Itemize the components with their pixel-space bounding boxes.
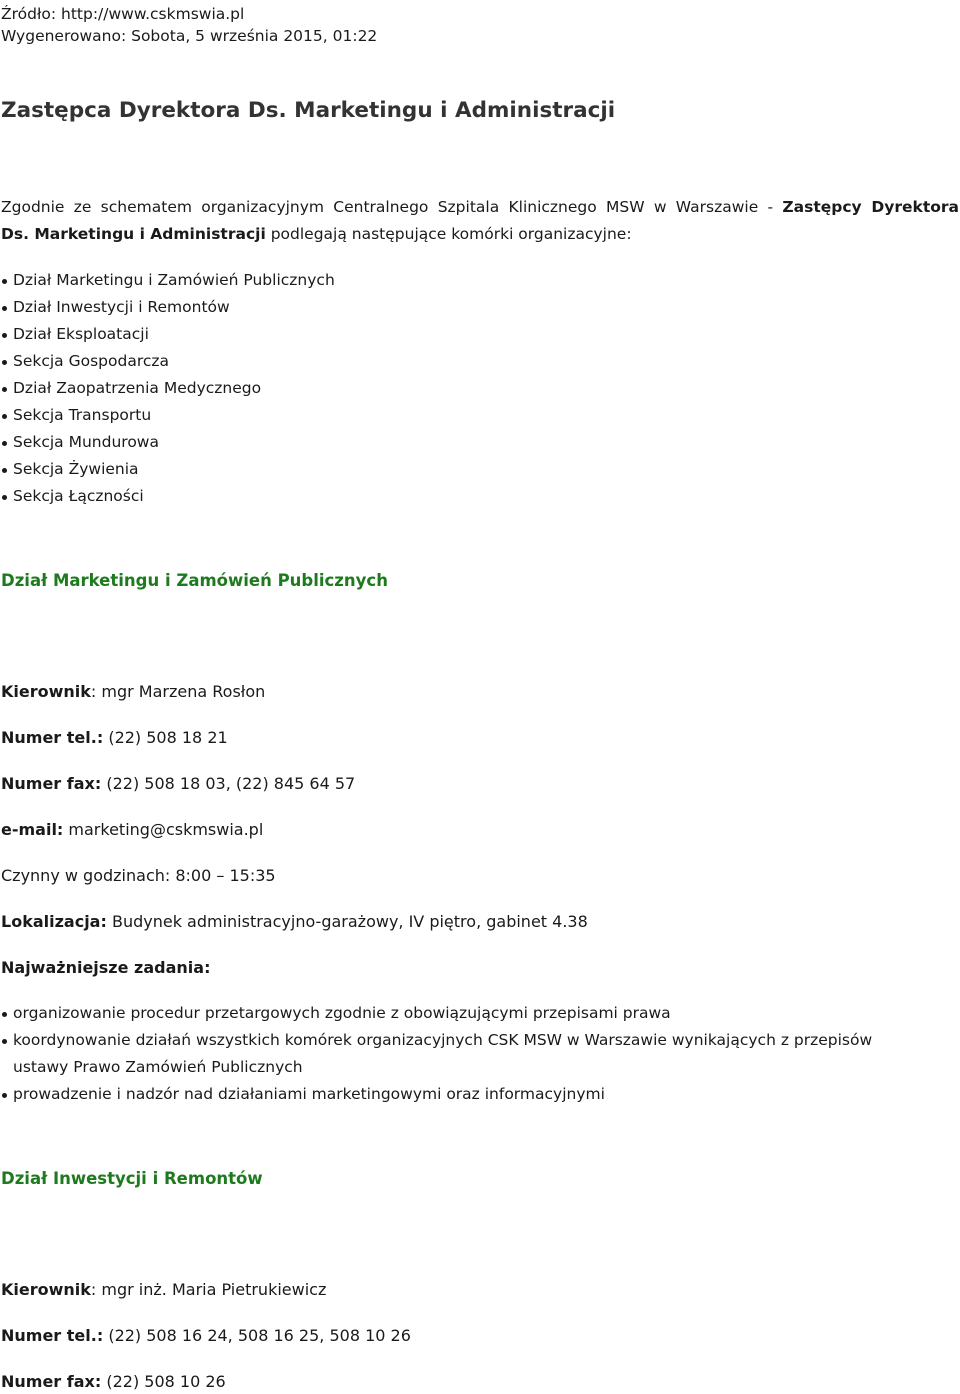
field-label: Kierownik xyxy=(1,682,91,701)
intro-paragraph xyxy=(1,194,959,248)
manager-field xyxy=(1,1278,326,1302)
intro-text-2: podlegają następujące komórki organizacyjne: xyxy=(265,225,632,243)
field-value: (22) 508 18 03, (22) 845 64 57 xyxy=(101,774,356,793)
list-item: Sekcja Łączności xyxy=(1,483,335,510)
page-title: Zastępca Dyrektora Ds. Marketingu i Administracji xyxy=(1,98,616,123)
list-item: Sekcja Gospodarcza xyxy=(1,348,335,375)
generated-line: Wygenerowano: Sobota, 5 września 2015, 01:22 xyxy=(1,27,378,45)
list-item: Dział Eksploatacji xyxy=(1,321,335,348)
field-label: Lokalizacja: xyxy=(1,912,107,931)
field-label: Numer fax: xyxy=(1,774,102,793)
phone-field xyxy=(1,1324,411,1348)
list-item: Dział Zaopatrzenia Medycznego xyxy=(1,375,335,402)
intro-line-1 xyxy=(1,194,959,221)
field-label: Numer tel.: xyxy=(1,728,104,747)
field-value: (22) 508 10 26 xyxy=(101,1372,226,1391)
manager-field xyxy=(1,680,265,704)
email-field xyxy=(1,818,263,842)
section-heading-investments: Dział Inwestycji i Remontów xyxy=(1,1169,263,1188)
list-item: koordynowanie działań wszystkich komórek organizacyjnych CSK MSW w Warszawie wynikających z przepisów ustawy Prawo Zamówień Publicznych xyxy=(1,1027,921,1081)
list-item: Sekcja Żywienia xyxy=(1,456,335,483)
field-label: Numer fax: xyxy=(1,1372,102,1391)
intro-bold-1: Zastępcy Dyrektora xyxy=(782,198,959,216)
field-value: (22) 508 16 24, 508 16 25, 508 10 26 xyxy=(103,1326,411,1345)
intro-text-1: Zgodnie ze schematem organizacyjnym Centralnego Szpitala Klinicznego MSW w Warszawie - xyxy=(1,198,783,216)
list-item: Sekcja Mundurowa xyxy=(1,429,335,456)
list-item: organizowanie procedur przetargowych zgodnie z obowiązującymi przepisami prawa xyxy=(1,1000,921,1027)
tasks-label-text: Najważniejsze zadania: xyxy=(1,958,211,977)
field-value: (22) 508 18 21 xyxy=(103,728,228,747)
list-item: Sekcja Transportu xyxy=(1,402,335,429)
field-value: : mgr inż. Maria Pietrukiewicz xyxy=(90,1280,327,1299)
field-value: Budynek administracyjno-garażowy, IV piętro, gabinet 4.38 xyxy=(106,912,588,931)
hours-field: Czynny w godzinach: 8:00 – 15:35 xyxy=(1,866,276,885)
location-field xyxy=(1,910,588,934)
email-value: marketing@cskmswia.pl xyxy=(63,820,264,839)
field-value: : mgr Marzena Rosłon xyxy=(90,682,266,701)
tasks-list xyxy=(1,1000,921,1108)
phone-field xyxy=(1,726,228,750)
tasks-label xyxy=(1,956,210,980)
intro-line-2 xyxy=(1,221,959,248)
section-heading-marketing: Dział Marketingu i Zamówień Publicznych xyxy=(1,571,388,590)
field-label: Numer tel.: xyxy=(1,1326,104,1345)
field-label: Kierownik xyxy=(1,1280,91,1299)
fax-field xyxy=(1,772,355,796)
units-list xyxy=(1,267,335,510)
list-item: Dział Marketingu i Zamówień Publicznych xyxy=(1,267,335,294)
list-item: prowadzenie i nadzór nad działaniami marketingowymi oraz informacyjnymi xyxy=(1,1081,921,1108)
list-item: Dział Inwestycji i Remontów xyxy=(1,294,335,321)
source-line: Źródło: http://www.cskmswia.pl xyxy=(1,5,245,23)
fax-field xyxy=(1,1370,226,1394)
intro-bold-2: Ds. Marketingu i Administracji xyxy=(1,225,266,243)
field-label: e-mail: xyxy=(1,820,64,839)
